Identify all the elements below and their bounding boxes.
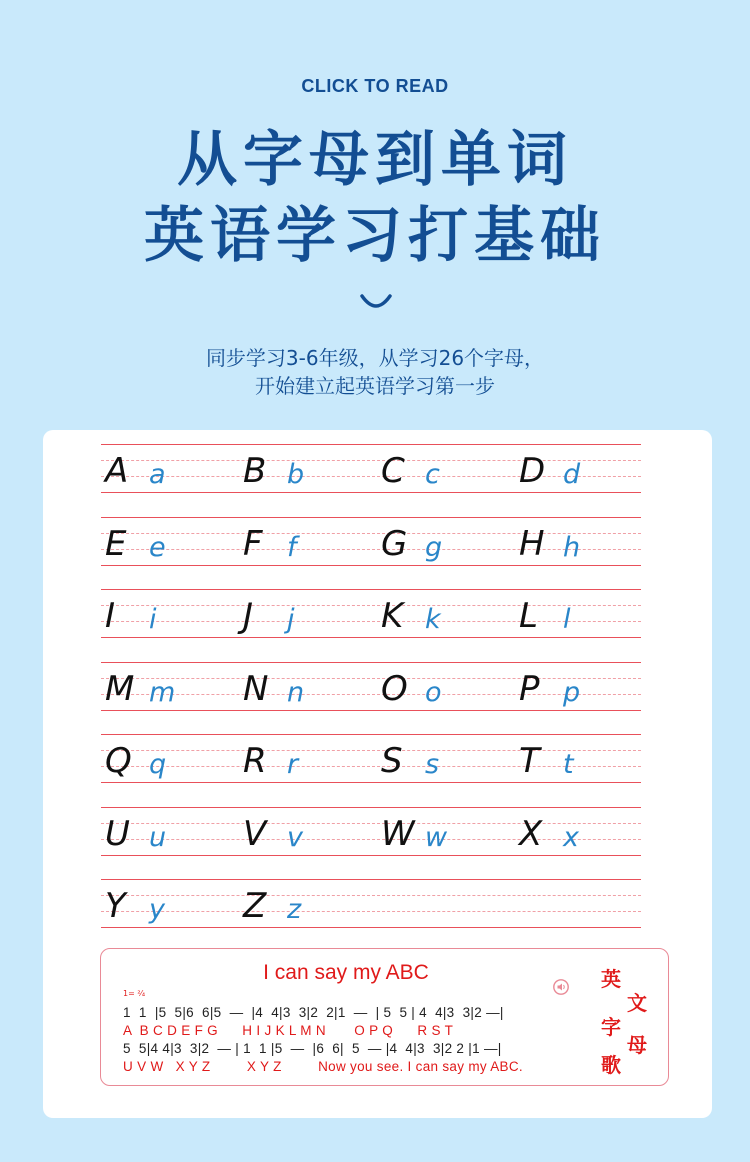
uppercase-letter: C — [381, 451, 405, 491]
uppercase-letter: O — [381, 668, 408, 709]
lowercase-letter: z — [287, 894, 302, 925]
lowercase-letter: q — [149, 749, 167, 780]
guide-line — [101, 492, 641, 493]
uppercase-letter: K — [381, 596, 404, 636]
lowercase-letter: g — [425, 531, 443, 563]
lowercase-letter: o — [425, 676, 442, 708]
letter-pair-z[interactable] — [239, 875, 359, 927]
letter-pair-g[interactable] — [377, 513, 497, 565]
letter-pair-o[interactable] — [377, 658, 497, 710]
uppercase-letter: J — [243, 596, 254, 636]
uppercase-letter: F — [243, 523, 263, 564]
letter-pair-f[interactable] — [239, 513, 359, 565]
lowercase-letter: w — [425, 821, 448, 853]
letter-pair-p[interactable] — [515, 658, 635, 710]
lowercase-letter: h — [563, 531, 581, 563]
page-title-line1: 从字母到单词 — [177, 125, 573, 195]
lowercase-letter: p — [563, 676, 581, 708]
uppercase-letter: E — [105, 523, 127, 564]
uppercase-letter: A — [105, 451, 129, 491]
uppercase-letter: U — [105, 813, 130, 854]
song-notes-line1: 1 1 |5 5|6 6|5 — |4 4|3 3|2 2|1 — | 5 5 | 4 4|3 3|2 —| — [123, 1005, 504, 1020]
speaker-icon[interactable] — [553, 979, 569, 995]
page-title-line2: 英语学习打基础 — [144, 201, 606, 271]
uppercase-letter: B — [243, 451, 267, 491]
uppercase-letter: Q — [105, 741, 132, 781]
uppercase-letter: G — [381, 523, 408, 564]
uppercase-letter: W — [381, 813, 415, 854]
lowercase-letter: i — [149, 604, 157, 635]
letter-pair-m[interactable] — [101, 658, 221, 710]
letter-pair-q[interactable] — [101, 730, 221, 782]
uppercase-letter: Y — [105, 886, 126, 926]
subtitle-line2: 开始建立起英语学习第一步 — [255, 374, 495, 398]
uppercase-letter: T — [519, 741, 540, 781]
song-side-char-4: 母 — [627, 1033, 647, 1057]
uppercase-letter: I — [105, 596, 116, 636]
letter-pair-d[interactable] — [515, 440, 635, 492]
guide-line — [101, 637, 641, 638]
letter-pair-j[interactable] — [239, 585, 359, 637]
uppercase-letter: L — [519, 596, 538, 636]
lowercase-letter: x — [563, 821, 579, 853]
lowercase-letter: d — [563, 459, 581, 490]
uppercase-letter: H — [519, 523, 545, 564]
song-lyrics-line1: A B C D E F G H I J K L M N O P Q R S T — [123, 1023, 454, 1038]
lowercase-letter: s — [425, 749, 440, 780]
lowercase-letter: l — [563, 604, 571, 635]
letter-pair-h[interactable] — [515, 513, 635, 565]
subtitle-line1: 同步学习3-6年级，从学习26个字母， — [205, 346, 545, 370]
uppercase-letter: V — [243, 813, 267, 854]
uppercase-letter: Z — [243, 886, 267, 926]
lowercase-letter: t — [563, 749, 574, 780]
click-to-read-label[interactable]: CLICK TO READ — [301, 76, 449, 96]
song-title: I can say my ABC — [263, 961, 429, 984]
letter-pair-a[interactable] — [101, 440, 221, 492]
song-lyrics-line2: U V W X Y Z X Y Z Now you see. I can say my ABC. — [123, 1059, 523, 1074]
letter-pair-k[interactable] — [377, 585, 497, 637]
lowercase-letter: f — [287, 531, 297, 563]
song-side-char-1: 英 — [601, 967, 621, 991]
lowercase-letter: r — [287, 749, 299, 780]
lowercase-letter: j — [287, 604, 295, 635]
lowercase-letter: k — [425, 604, 441, 635]
header — [0, 0, 750, 430]
letter-pair-c[interactable] — [377, 440, 497, 492]
lowercase-letter: n — [287, 676, 305, 708]
letter-pair-v[interactable] — [239, 803, 359, 855]
letter-pair-w[interactable] — [377, 803, 497, 855]
uppercase-letter: S — [381, 741, 403, 781]
letter-pair-i[interactable] — [101, 585, 221, 637]
alphabet-card — [43, 430, 712, 1118]
uppercase-letter: R — [243, 741, 267, 781]
lowercase-letter: m — [149, 676, 176, 708]
letter-pair-b[interactable] — [239, 440, 359, 492]
song-key: 1= ²⁄₄ — [123, 989, 146, 998]
guide-line — [101, 927, 641, 928]
uppercase-letter: M — [105, 668, 135, 709]
guide-line — [101, 782, 641, 783]
letter-pair-l[interactable] — [515, 585, 635, 637]
lowercase-letter: v — [287, 821, 303, 853]
song-side-char-2: 文 — [627, 991, 647, 1015]
lowercase-letter: a — [149, 459, 166, 490]
song-side-char-3: 字 — [601, 1015, 621, 1039]
letter-pair-u[interactable] — [101, 803, 221, 855]
guide-line — [101, 565, 641, 566]
letter-pair-y[interactable] — [101, 875, 221, 927]
smile-icon — [359, 292, 393, 312]
lowercase-letter: e — [149, 531, 166, 563]
letter-pair-n[interactable] — [239, 658, 359, 710]
lowercase-letter: c — [425, 459, 440, 490]
lowercase-letter: u — [149, 821, 167, 853]
guide-line — [101, 710, 641, 711]
letter-pair-s[interactable] — [377, 730, 497, 782]
letter-pair-e[interactable] — [101, 513, 221, 565]
uppercase-letter: X — [519, 813, 543, 854]
letter-pair-t[interactable] — [515, 730, 635, 782]
abc-song-box — [100, 948, 669, 1086]
song-side-char-5: 歌 — [601, 1053, 621, 1077]
alphabet-grid — [101, 444, 641, 944]
uppercase-letter: D — [519, 451, 546, 491]
lowercase-letter: y — [149, 894, 165, 925]
letter-pair-x[interactable] — [515, 803, 635, 855]
lowercase-letter: b — [287, 459, 305, 490]
uppercase-letter: P — [519, 668, 540, 709]
uppercase-letter: N — [243, 668, 269, 709]
letter-pair-r[interactable] — [239, 730, 359, 782]
song-notes-line2: 5 5|4 4|3 3|2 — | 1 1 |5 — |6 6| 5 — |4 4|3 3|2 2 |1 —| — [123, 1041, 502, 1056]
guide-line — [101, 855, 641, 856]
